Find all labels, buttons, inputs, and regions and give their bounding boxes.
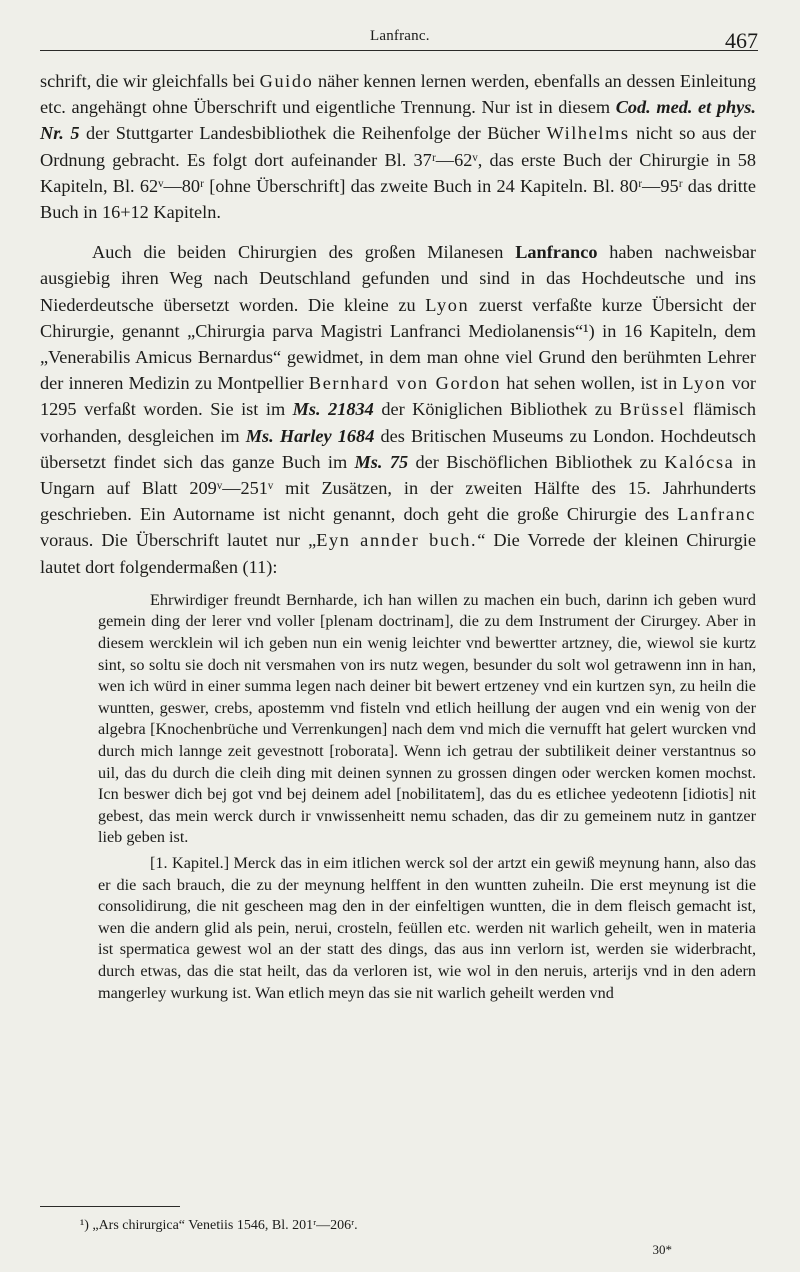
text-span: haben nachweisbar ausgiebig ihren Weg nach Deutschland gefunden und sind in das Hochdeutsche und ins Niederdeutsche übersetzt worden. Die kleine zu [40, 242, 756, 315]
place-name: Kalócsa [664, 451, 735, 472]
header-rule [40, 50, 758, 51]
manuscript-reference: Cod. med. et phys. Nr. 5 [40, 97, 756, 144]
text-span: des Britischen Museums zu London. Hochdeutsch übersetzt findet sich das ganze Buch im [40, 425, 756, 472]
place-name: Brüssel [619, 399, 686, 420]
text-span: hat sehen wollen, ist in [501, 373, 683, 394]
text-span: zuerst verfaßte kurze Übersicht der Chirurgie, genannt „Chirurgia parva Magistri Lanfranci Mediolanensis“¹) in 16 Kapiteln, dem „Venerabilis Amicus Bernardus“ gewidmet, in dem man ohne viel Grund den berühmten Lehrer der inneren Medizin zu Montpellier [40, 294, 756, 394]
paragraph-2 [40, 239, 756, 580]
quoted-title: Eyn annder buch. [316, 530, 478, 551]
text-span: in Ungarn auf Blatt 209ᵛ—251ᵛ mit Zusätzen, in der zweiten Hälfte des 15. Jahrhunderts geschrieben. Ein Autorname ist nicht genannt, doch geht die große Chirurgie des [40, 451, 756, 525]
manuscript-reference: Ms. Harley 1684 [245, 425, 375, 446]
signature-mark: 30* [652, 1242, 672, 1257]
text-span: voraus. Die Überschrift lautet nur „ [40, 530, 317, 551]
page-number: 467 [725, 28, 758, 53]
place-name: Lyon [425, 294, 470, 315]
text-span: nicht so aus der Ordnung gebracht. Es folgt dort aufeinander Bl. 37ʳ—62ᵛ, das erste Buch der Chirurgie in 58 Kapiteln, Bl. 62ᵛ—80ʳ [ohne Überschrift] das zweite Buch in 24 Kapiteln. Bl. 80ʳ—95ʳ das dritte Buch in 16+12 Kapiteln. [40, 123, 756, 223]
footnote-rule [40, 1206, 180, 1207]
text-span: näher kennen lernen werden, ebenfalls an dessen Einleitung etc. angehängt ohne Überschrift und eigentliche Trennung. Nur ist in diesem [40, 71, 756, 118]
block-quote [98, 590, 756, 1004]
quote-paragraph-2: [1. Kapitel.] Merck das in eim itlichen werck sol der artzt ein gewiß meynung hann, also das er die sach brauch, die zu der meynung helffent in den wuntten zuheiln. Die erst meynung ist die consolidirung, die nit gescheen mag den in der einfeltigen wuntten, die in dem fleisch gemacht ist, wen die andern glid als pein, nerui, crosteln, feüllen etc. werden nit warlich geheilt, wen in materia ist spermatica gewest wol an der statt des dings, das aus inn verlorn ist, werden sie widerbracht, durch etwas, das die stat heilt, das da verloren ist, wie wol in den neruis, arterijs vnd in den adern mangerley wurkung ist. Wan etlich meyn das sie nit warlich geheilt werden vnd [98, 853, 756, 1002]
text-span: Auch die beiden Chirurgien des großen Milanesen [92, 242, 516, 263]
author-name-guido: Guido [259, 71, 314, 91]
text-span: der Bischöflichen Bibliothek zu [408, 451, 665, 472]
person-name: Bernhard von Gordon [308, 373, 502, 394]
page-body [40, 68, 756, 1004]
text-span: flämisch vorhanden, desgleichen im [40, 399, 756, 446]
quote-paragraph-1: Ehrwirdiger freundt Bernharde, ich han willen zu machen ein buch, darinn ich geben wurd gemein ding der lerer vnd voller [plenam doctrinam], die zu dem Instrument der Cirurgey. Aber in diesem wercklein wil ich geben nun ein wenig leichter vnd bewertter artzney, die, wiewol sie kurtz sint, so soltu sie doch nit versmahen von irs nutz wegen, besunder du solt wol getrawenn inn in han, wen ich würd in einer summa legen nach deiner bit bewert ertzeney vnd ein kurtzen syn, zu heiln die wuntten, geswer, crebs, apostemm vnd fisteln vnd etlich heillung der augen vnd ein wenig von der algebra [Knochenbrüche und Verrenkungen] nach dem vnd mich die vernufft hat gelert wurcken vnd durch mich lannge zeit gevestnott [roborata]. Wenn ich getrau der subtilikeit deiner verstantnus so uil, das du durch die cleih ding mit deinen synnen zu grossen dingen oder wercken komen mochst. Icn beswer dich bej got vnd bej deinem adel [nobilitatem], das du es etlichee yedeotenn [idiotis] nit gebest, das mein werck durch ir vnwissenheitt nemu schaden, das dir zu gemeinem nutz in gantzer lieb geben ist. [98, 590, 756, 847]
manuscript-reference: Ms. 21834 [292, 399, 374, 420]
footnote-area [40, 1206, 756, 1235]
place-name: Lyon [682, 373, 727, 394]
running-head: Lanfranc. [370, 28, 430, 44]
author-name-lanfranc: Lanfranc [677, 504, 756, 525]
footnote: ¹) „Ars chirurgica“ Venetiis 1546, Bl. 201ʳ—206ʳ. [80, 1218, 358, 1233]
author-name-wilhelm: Wilhelms [546, 123, 630, 144]
paragraph-1 [40, 68, 756, 225]
text-span: der Stuttgarter Landesbibliothek die Reihenfolge der Bücher [79, 123, 547, 144]
author-name-lanfranco: Lanfranco [515, 242, 598, 263]
page-header [40, 14, 758, 54]
text-span: vor 1295 verfaßt worden. Sie ist im [40, 373, 756, 420]
text-span: der Königlichen Bibliothek zu [373, 399, 620, 420]
text-span: “ Die Vorrede der kleinen Chirurgie lautet dort folgendermaßen (11): [40, 530, 756, 577]
text-span: schrift, die wir gleichfalls bei [40, 71, 260, 91]
manuscript-reference: Ms. 75 [354, 451, 409, 472]
